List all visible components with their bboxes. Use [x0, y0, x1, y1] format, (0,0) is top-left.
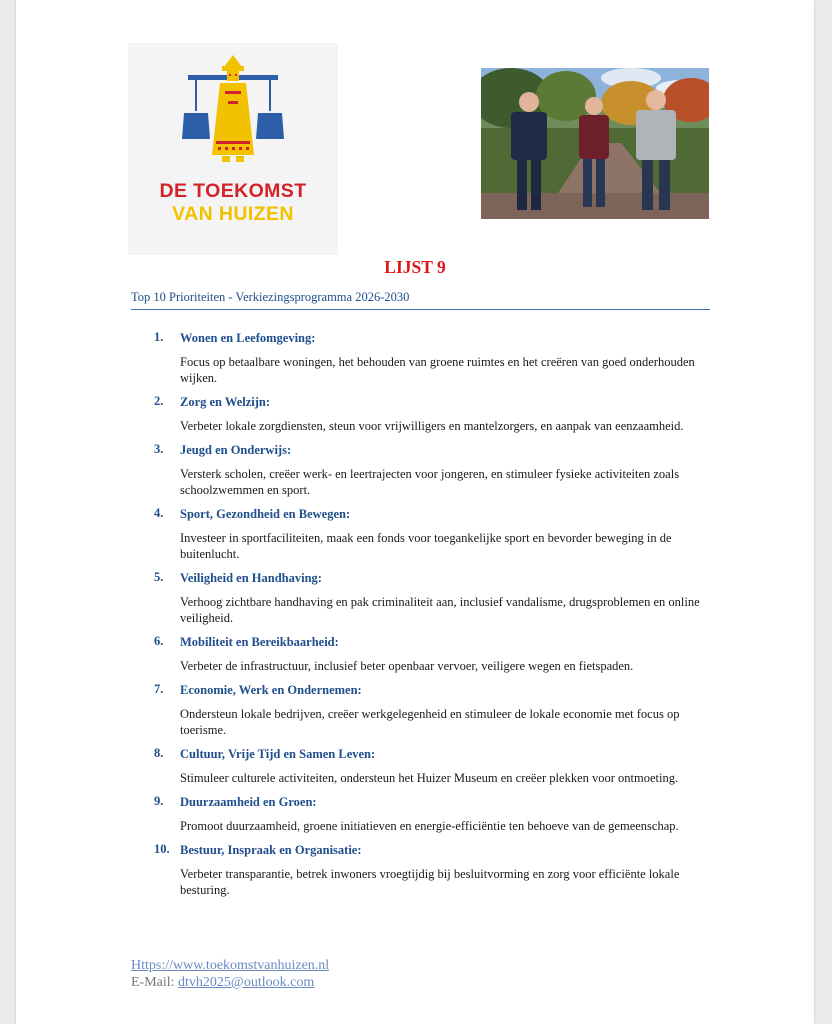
priority-number: 5. [154, 570, 164, 584]
priority-title: Cultuur, Vrije Tijd en Samen Leven: [180, 747, 376, 761]
team-photo [481, 68, 709, 219]
priority-description: Investeer in sportfaciliteiten, maak een fonds voor toegankelijke sport en bevorder beweging in de buitenlucht. [180, 531, 672, 561]
priority-item [154, 634, 714, 674]
document-page [16, 0, 814, 1024]
priority-title: Duurzaamheid en Groen: [180, 795, 317, 809]
priority-description: Stimuleer culturele activiteiten, ondersteun het Huizer Museum en creëer plekken voor ontmoeting. [180, 771, 679, 785]
logo-text-line2: VAN HUIZEN [172, 203, 294, 225]
priority-title: Jeugd en Onderwijs: [180, 443, 292, 457]
logo-text-line1: DE TOEKOMST [159, 180, 307, 202]
priority-item [154, 746, 714, 786]
priority-item [154, 506, 714, 562]
priority-number: 2. [154, 394, 164, 408]
footer [131, 958, 329, 991]
priority-title: Mobiliteit en Bereikbaarheid: [180, 635, 339, 649]
priority-description: Versterk scholen, creëer werk- en leertrajecten voor jongeren, en stimuleer fysieke activiteiten zoals schoolzwemmen en sport. [180, 467, 680, 497]
document-subtitle: Top 10 Prioriteiten - Verkiezingsprogramma 2026-2030 [131, 290, 410, 304]
priority-title: Wonen en Leefomgeving: [180, 331, 316, 345]
priority-number: 4. [154, 506, 164, 520]
priority-number: 10. [154, 842, 170, 856]
priority-description: Verbeter transparantie, betrek inwoners vroegtijdig bij besluitvorming en zorg voor efficiënte lokale besturing. [180, 867, 680, 897]
priority-description: Verbeter lokale zorgdiensten, steun voor vrijwilligers en mantelzorgers, en aanpak van eenzaamheid. [180, 419, 684, 433]
priority-description: Focus op betaalbare woningen, het behouden van groene ruimtes en het creëren van goed onderhouden wijken. [180, 355, 695, 385]
priority-description: Promoot duurzaamheid, groene initiatieven en energie-efficiëntie ten behoeve van de gemeenschap. [180, 819, 679, 833]
priority-description: Verhoog zichtbare handhaving en pak criminaliteit aan, inclusief vandalisme, drugsproblemen en online veiligheid. [180, 595, 700, 625]
priority-item [154, 842, 714, 898]
email-link[interactable]: dtvh2025@outlook.com [178, 974, 315, 990]
party-logo [128, 43, 338, 255]
priority-item [154, 570, 714, 626]
priority-number: 7. [154, 682, 164, 696]
priority-list [154, 330, 714, 898]
list-number-title: LIJST 9 [384, 257, 446, 277]
priority-description: Verbeter de infrastructuur, inclusief beter openbaar vervoer, veiligere wegen en fietspaden. [180, 659, 634, 673]
priority-title: Bestuur, Inspraak en Organisatie: [180, 843, 362, 857]
divider [131, 309, 710, 310]
priority-title: Sport, Gezondheid en Bewegen: [180, 507, 351, 521]
woman-with-yoke-icon [128, 43, 338, 183]
team-photo-image [481, 68, 709, 219]
priority-description: Ondersteun lokale bedrijven, creëer werkgelegenheid en stimuleer de lokale economie met focus op toerisme. [180, 707, 680, 737]
priority-title: Zorg en Welzijn: [180, 395, 271, 409]
priority-title: Veiligheid en Handhaving: [180, 571, 322, 585]
priority-item [154, 794, 714, 834]
email-label: E-Mail: [131, 974, 179, 990]
priority-title: Economie, Werk en Ondernemen: [180, 683, 362, 697]
priority-item [154, 442, 714, 498]
priority-number: 1. [154, 330, 164, 344]
priority-number: 3. [154, 442, 164, 456]
priority-number: 6. [154, 634, 164, 648]
priority-number: 8. [154, 746, 164, 760]
priority-number: 9. [154, 794, 164, 808]
website-link[interactable]: Https://www.toekomstvanhuizen.nl [131, 958, 330, 973]
priority-item [154, 682, 714, 738]
priority-item [154, 394, 714, 434]
priority-item [154, 330, 714, 386]
